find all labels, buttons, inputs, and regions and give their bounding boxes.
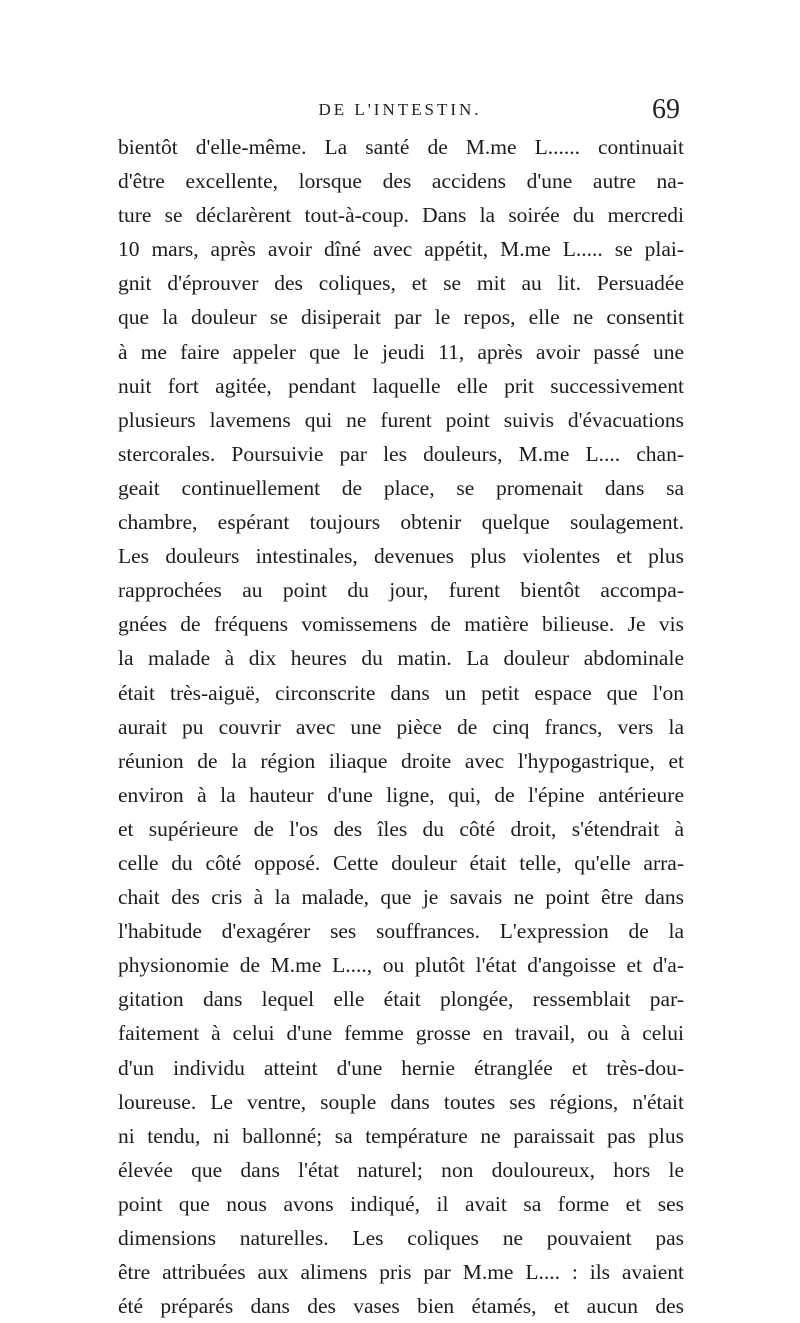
text-line: était très-aiguë, circonscrite dans un petit espace que l'on <box>118 680 684 705</box>
running-title: DE L'INTESTIN. <box>318 100 482 119</box>
text-line: ni tendu, ni ballonné; sa température ne paraissait pas plus <box>118 1123 684 1148</box>
text-line: celle du côté opposé. Cette douleur était telle, qu'elle arra- <box>118 850 684 875</box>
text-line: gnit d'éprouver des coliques, et se mit au lit. Persuadée <box>118 271 684 296</box>
text-line: d'un individu atteint d'une hernie étranglée et très-dou- <box>118 1055 684 1080</box>
text-line: Les douleurs intestinales, devenues plus violentes et plus <box>118 544 684 569</box>
text-line: chambre, espérant toujours obtenir quelque soulagement. <box>118 510 684 535</box>
text-line: été préparés dans des vases bien étamés, et aucun des <box>118 1294 684 1319</box>
text-line: aurait pu couvrir avec une pièce de cinq francs, vers la <box>118 714 684 739</box>
text-line: environ à la hauteur d'une ligne, qui, de l'épine antérieure <box>118 782 684 807</box>
text-line: dimensions naturelles. Les coliques ne pouvaient pas <box>118 1226 684 1250</box>
text-line: chait des cris à la malade, que je savais ne point être dans <box>118 885 684 910</box>
text-line: la malade à dix heures du matin. La douleur abdominale <box>118 646 684 671</box>
text-line: geait continuellement de place, se promenait dans sa <box>118 475 684 500</box>
text-line: point que nous avons indiqué, il avait sa forme et ses <box>118 1191 684 1216</box>
page-number: 69 <box>652 94 680 125</box>
text-line: nuit fort agitée, pendant laquelle elle prit successivement <box>118 373 684 398</box>
text-line: faitement à celui d'une femme grosse en travail, ou à celui <box>118 1021 684 1046</box>
text-line: réunion de la région iliaque droite avec l'hypogastrique, et <box>118 748 684 773</box>
text-line: plusieurs lavemens qui ne furent point suivis d'évacuations <box>118 407 684 432</box>
text-line: loureuse. Le ventre, souple dans toutes ses régions, n'était <box>118 1089 684 1114</box>
text-line: physionomie de M.me L...., ou plutôt l'état d'angoisse et d'a- <box>118 953 684 978</box>
text-line: l'habitude d'exagérer ses souffrances. L'expression de la <box>118 919 684 944</box>
text-line: 10 mars, après avoir dîné avec appétit, M.me L..... se plai- <box>118 237 684 262</box>
body-text <box>118 130 684 1323</box>
text-line: bientôt d'elle-même. La santé de M.me L...... continuait <box>118 135 684 159</box>
running-head <box>120 96 680 132</box>
text-line: gitation dans lequel elle était plongée, ressemblait par- <box>118 987 684 1012</box>
text-line: d'être excellente, lorsque des accidens d'une autre na- <box>118 169 684 194</box>
text-line: et supérieure de l'os des îles du côté droit, s'étendrait à <box>118 816 684 841</box>
text-line: stercorales. Poursuivie par les douleurs, M.me L.... chan- <box>118 441 684 466</box>
text-line: gnées de fréquens vomissemens de matière bilieuse. Je vis <box>118 612 684 637</box>
text-line: rapprochées au point du jour, furent bientôt accompa- <box>118 578 684 603</box>
text-line: être attribuées aux alimens pris par M.me L.... : ils avaient <box>118 1260 684 1285</box>
text-line: à me faire appeler que le jeudi 11, après avoir passé une <box>118 339 684 364</box>
text-line: que la douleur se disiperait par le repos, elle ne consentit <box>118 305 684 330</box>
text-line: élevée que dans l'état naturel; non douloureux, hors le <box>118 1157 684 1182</box>
text-line: ture se déclarèrent tout-à-coup. Dans la soirée du mercredi <box>118 203 684 228</box>
